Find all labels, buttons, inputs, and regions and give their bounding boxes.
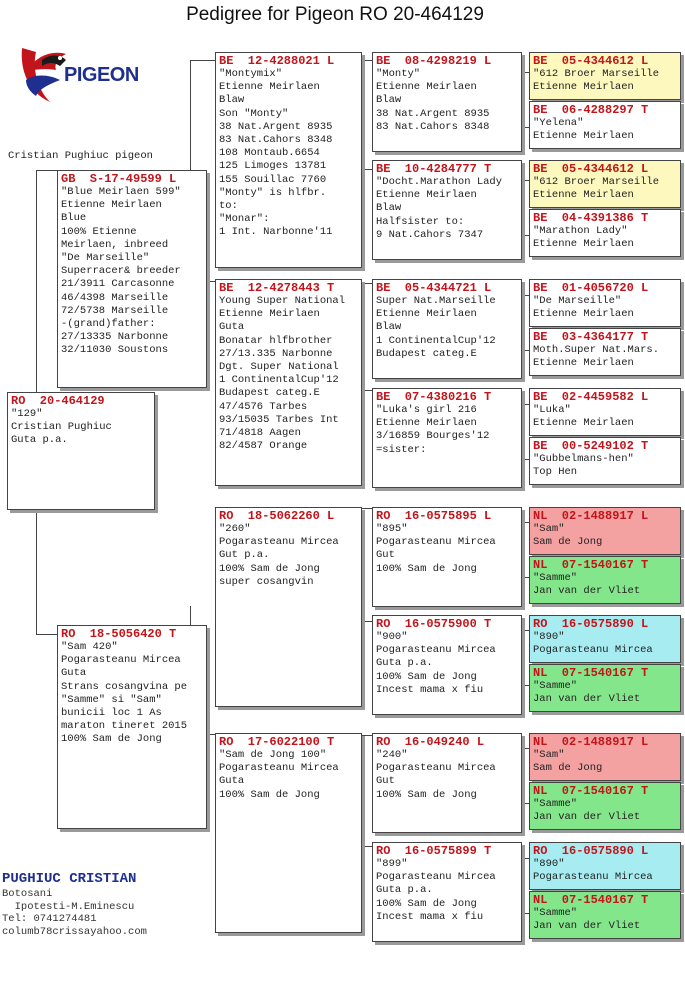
pigeon-info-line: "Sam de Jong 100" [219,749,327,761]
pigeon-info-line: Etienne Meirlaen [533,417,634,430]
pigeon-info-line: Etienne Meirlaen [219,308,320,321]
pigeon-card-sd[interactable] [215,279,362,486]
pigeon-info-line: 100% Sam de Jong [219,562,320,575]
pigeon-info-line: Meirlaen, inbreed [61,238,169,251]
pigeon-info-line: Blue [61,212,87,225]
ring-number: RO 18-5062260 L [219,509,335,523]
ring-number: BE 05-4344721 L [376,281,492,295]
ring-number: RO 16-0575895 L [376,509,492,523]
pigeon-info-line: "Docht.Marathon Lady [376,176,503,188]
pigeon-info-line: Pogarasteanu Mircea [376,536,496,549]
pigeon-info-line: Sam de Jong [533,762,603,775]
pigeon-info-line: "612 Broer Marseille [533,176,660,188]
ring-number: RO 20-464129 [11,394,105,408]
pigeon-info-line: 27/13.335 Narbonne [219,347,333,360]
pigeon-info-line: -(grand)father: [61,318,156,331]
pigeon-info-line: 27/13335 Narbonne [61,331,169,344]
pigeon-info-line: "Sam" [533,523,565,535]
pigeon-card-g7[interactable] [529,388,681,436]
pigeon-info-line: Super Nat.Marseille [376,295,496,307]
ring-number: BE 12-4278443 T [219,281,335,295]
pigeon-info-line: Guta p.a. [11,434,68,447]
pigeon-info-line: Cristian Pughiuc [11,421,112,434]
pigeon-info-line: Budapest categ.E [376,347,477,360]
connector-line [36,510,57,635]
breeder-name: PUGHIUC CRISTIAN [2,871,137,887]
pigeon-info-line: Superracer& breeder [61,265,181,278]
ring-number: NL 02-1488917 L [533,735,649,749]
pigeon-info-line: "260" [219,523,251,535]
pigeon-info-line: Guta [61,667,87,680]
ring-number: BE 08-4298219 L [376,54,492,68]
pigeon-info-line: Pogarasteanu Mircea [376,762,496,775]
pigeon-info-line: "Samme" [533,680,578,692]
pigeon-info-line: Pogarasteanu Mircea [219,536,339,549]
pigeon-card-g9[interactable] [529,507,681,555]
pigeon-card-dds[interactable] [372,733,522,833]
pigeon-info-line: Guta p.a. [376,657,433,670]
breeder-phone[interactable]: Tel: 0741274481 [2,913,97,925]
pigeon-card-g4[interactable] [529,209,681,257]
pigeon-info-line: "Samme" [533,907,578,919]
pigeon-info-line: Pogarasteanu Mircea [376,644,496,657]
pigeon-card-g14[interactable] [529,782,681,830]
pigeon-info-line: 38 Nat.Argent 8935 [219,120,333,133]
ring-number: NL 07-1540167 T [533,893,649,907]
ring-number: NL 02-1488917 L [533,509,649,523]
pigeon-info-line: "Samme" [533,798,578,810]
pigeon-info-line: Sam de Jong [533,536,603,549]
pigeon-card-dam[interactable] [57,625,207,829]
pigeon-info-line: Etienne Meirlaen [61,199,162,212]
ring-number: GB S-17-49599 L [61,172,177,186]
pigeon-info-line: 1 ContinentalCup'12 [376,334,496,347]
pigeon-card-g6[interactable] [529,328,681,376]
pigeon-info-line: Etienne Meirlaen [376,417,477,430]
pigeon-info-line: 32/11030 Soustons [61,344,169,357]
pigeon-card-ssd[interactable] [372,160,522,260]
pigeon-info-line: 3/16859 Bourges'12 [376,430,490,443]
pigeon-info-line: Top Hen [533,466,578,479]
pigeon-info-line: "Luka's girl 216 [376,404,477,416]
pigeon-info-line: 1 ContinentalCup'12 [219,374,339,387]
pigeon-info-line: Dgt. Super National [219,361,339,374]
pigeon-info-line: "Yelena" [533,117,584,129]
pigeon-info-line: Etienne Meirlaen [376,189,477,202]
breeder-contact [2,870,147,938]
pigeon-card-g13[interactable] [529,733,681,781]
ring-number: RO 17-6022100 T [219,735,335,749]
pigeon-info-line: Incest mama x fiu [376,910,484,923]
pigeon-info-line: Gut [376,775,395,788]
pigeon-info-line: 47/4576 Tarbes [219,400,308,413]
pigeon-info-line: Etienne Meirlaen [219,81,320,94]
pigeon-info-line: 1 Int. Narbonne'11 [219,226,333,239]
pigeon-info-line: Blaw [376,94,402,107]
pigeon-info-line: Guta [219,321,245,334]
breeder-city: Botosani [2,888,53,900]
pigeon-info-line: 83 Nat.Cahors 8348 [219,134,333,147]
pigeon-info-line: "129" [11,408,43,420]
pigeon-info-line: Etienne Meirlaen [376,308,477,321]
pigeon-info-line: Pogarasteanu Mircea [376,871,496,884]
pigeon-card-sdd[interactable] [372,388,522,488]
ring-number: BE 04-4391386 T [533,211,649,225]
pigeon-card-g5[interactable] [529,279,681,327]
pigeon-card-ss[interactable] [215,52,362,268]
pigeon-card-sds[interactable] [372,279,522,379]
pigeon-info-line: "895" [376,523,408,535]
ring-number: BE 10-4284777 T [376,162,492,176]
pigeon-info-line: Jan van der Vliet [533,920,641,933]
pigeon-info-line: 9 Nat.Cahors 7347 [376,228,484,241]
breeder-address: Ipotesti-M.Eminescu [2,900,135,913]
pigeon-info-line: bunicii loc 1 As [61,707,162,720]
pigeon-info-line: 100% Sam de Jong [219,788,320,801]
pigeon-card-ddd[interactable] [372,842,522,942]
pigeon-info-line: 72/5738 Marseille [61,304,169,317]
pigeon-info-line: 46/4398 Marseille [61,291,169,304]
logo [14,40,144,110]
pigeon-info-line: 125 Limoges 13781 [219,160,327,173]
pigeon-info-line: to: [219,200,238,213]
ring-number: BE 05-4344612 L [533,54,649,68]
pigeon-info-line: Pogarasteanu Mircea [533,871,653,884]
pigeon-info-line: maraton tineret 2015 [61,720,188,733]
ring-number: RO 16-0575900 T [376,617,492,631]
pigeon-info-line: "De Marseille" [533,295,622,307]
pigeon-info-line: "Sam" [533,749,565,761]
pigeon-info-line: 108 Montaub.6654 [219,147,320,160]
pigeon-info-line: "Monty" is hlfbr. [219,186,327,199]
pigeon-info-line: Gut [376,549,395,562]
pigeon-info-line: =sister: [376,443,427,456]
pigeon-info-line: 38 Nat.Argent 8935 [376,107,490,120]
pigeon-info-line: Guta [219,775,245,788]
pigeon-card-dd[interactable] [215,733,362,933]
ring-number: NL 07-1540167 T [533,784,649,798]
pigeon-info-line: "890" [533,858,565,870]
pigeon-info-line: 155 Souillac 7760 [219,173,327,186]
pigeon-info-line: "Samme" si "Sam" [61,693,162,706]
pigeon-info-line: Blaw [219,94,245,107]
pigeon-card-g3[interactable] [529,160,681,208]
pigeon-card-sire[interactable] [57,170,207,388]
pigeon-info-line: 83 Nat.Cahors 8348 [376,120,490,133]
pigeon-info-line: 21/3911 Carcasonne [61,278,175,291]
pigeon-info-line: Son "Monty" [219,107,289,120]
ring-number: BE 05-4344612 L [533,162,649,176]
ring-number: BE 03-4364177 T [533,330,649,344]
ring-number: RO 18-5056420 T [61,627,177,641]
pigeon-info-line: 93/15035 Tarbes Int [219,413,339,426]
pigeon-info-line: Etienne Meirlaen [376,81,477,94]
pigeon-card-g11[interactable] [529,615,681,663]
pigeon-info-line: "Blue Meirlaen 599" [61,186,181,198]
pigeon-card-g16[interactable] [529,891,681,939]
pigeon-info-line: Etienne Meirlaen [533,81,634,94]
ring-number: RO 16-0575890 L [533,617,649,631]
ring-number: BE 12-4288021 L [219,54,335,68]
pigeon-info-line: Moth.Super Nat.Mars. [533,344,660,356]
pigeon-card-sss[interactable] [372,52,522,152]
ring-number: RO 16-0575890 L [533,844,649,858]
logo-text: PIGEON [64,64,139,86]
pigeon-info-line: Strans cosangvina pe [61,680,188,693]
ring-number: BE 01-4056720 L [533,281,649,295]
pigeon-info-line: Young Super National [219,295,346,307]
pigeon-info-line: Guta p.a. [376,884,433,897]
pigeon-info-line: "Sam 420" [61,641,118,653]
pigeon-info-line: Jan van der Vliet [533,585,641,598]
pigeon-info-line: Etienne Meirlaen [533,308,634,321]
pigeon-info-line: 100% Sam de Jong [376,788,477,801]
ring-number: BE 07-4380216 T [376,390,492,404]
ring-number: RO 16-0575899 T [376,844,492,858]
breeder-caption: Cristian Pughiuc pigeon [8,150,153,162]
pigeon-info-line: Etienne Meirlaen [533,130,634,143]
pigeon-info-line: Jan van der Vliet [533,693,641,706]
connector-line [36,170,57,393]
pigeon-info-line: Pogarasteanu Mircea [61,654,181,667]
pigeon-info-line: Jan van der Vliet [533,811,641,824]
pigeon-info-line: Blaw [376,321,402,334]
pigeon-card-dsd[interactable] [372,615,522,715]
pigeon-info-line: Etienne Meirlaen [533,357,634,370]
breeder-email[interactable]: columb78crissayahoo.com [2,925,147,938]
pigeon-info-line: "899" [376,858,408,870]
pigeon-info-line: "612 Broer Marseille [533,68,660,80]
pigeon-info-line: "Gubbelmans-hen" [533,453,634,465]
ring-number: BE 06-4288297 T [533,103,649,117]
ring-number: RO 16-049240 L [376,735,485,749]
pigeon-info-line: "Montymix" [219,68,283,80]
pigeon-info-line: 82/4587 Orange [219,440,308,453]
pigeon-card-g8[interactable] [529,437,681,485]
pigeon-info-line: super cosangvin [219,575,314,588]
pigeon-info-line: 100% Sam de Jong [376,897,477,910]
pigeon-info-line: Gut p.a. [219,549,270,562]
pigeon-info-line: Pogarasteanu Mircea [219,762,339,775]
pigeon-info-line: "890" [533,631,565,643]
pigeon-info-line: 100% Etienne [61,225,137,238]
pigeon-info-line: 100% Sam de Jong [61,733,162,746]
ring-number: NL 07-1540167 T [533,558,649,572]
pigeon-card-g2[interactable] [529,101,681,149]
pigeon-card-g12[interactable] [529,664,681,712]
pigeon-info-line: "Samme" [533,572,578,584]
pigeon-info-line: 100% Sam de Jong [376,562,477,575]
ring-number: BE 00-5249102 T [533,439,649,453]
pigeon-card-subject[interactable] [7,392,155,510]
pigeon-info-line: 71/4818 Aagen [219,427,301,440]
pigeon-card-ds[interactable] [215,507,362,707]
page-title: Pedigree for Pigeon RO 20-464129 [186,4,484,25]
pigeon-info-line: "Luka" [533,404,571,416]
pigeon-info-line: "240" [376,749,408,761]
pigeon-card-dss[interactable] [372,507,522,607]
pigeon-info-line: "Monty" [376,68,421,80]
pigeon-info-line: 100% Sam de Jong [376,670,477,683]
pigeon-card-g15[interactable] [529,842,681,890]
pigeon-info-line: Blaw [376,202,402,215]
pigeon-info-line: Bonatar hlfbrother [219,334,333,347]
pigeon-info-line: Pogarasteanu Mircea [533,644,653,657]
ring-number: BE 02-4459582 L [533,390,649,404]
pigeon-info-line: Budapest categ.E [219,387,320,400]
pigeon-info-line: Incest mama x fiu [376,683,484,696]
pigeon-info-line: Etienne Meirlaen [533,238,634,251]
ring-number: NL 07-1540167 T [533,666,649,680]
pigeon-info-line: "De Marseille" [61,252,150,265]
pigeon-card-g1[interactable] [529,52,681,100]
pigeon-info-line: "Marathon Lady" [533,225,628,237]
pigeon-info-line: "900" [376,631,408,643]
pigeon-info-line: Halfsister to: [376,215,465,228]
pigeon-info-line: "Monar": [219,213,270,226]
pigeon-card-g10[interactable] [529,556,681,604]
pigeon-info-line: Etienne Meirlaen [533,189,634,202]
